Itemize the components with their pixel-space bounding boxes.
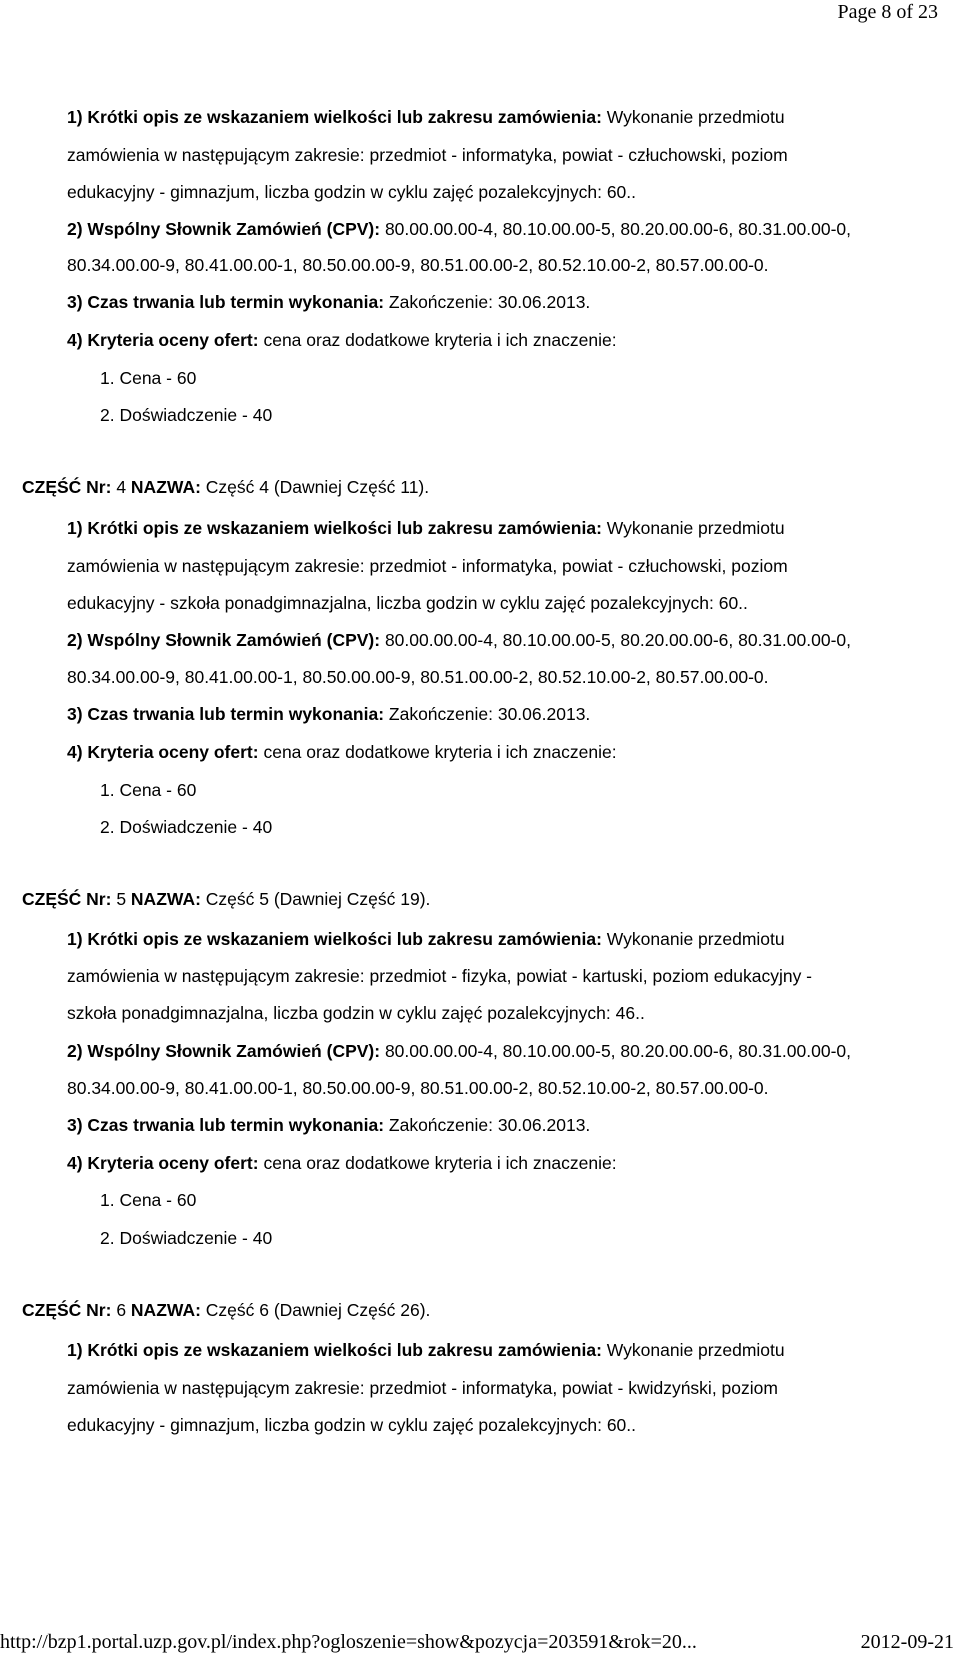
criteria-item: 2. Doświadczenie - 40 bbox=[100, 405, 273, 425]
description-line: edukacyjny - szkoła ponadgimnazjalna, liczba godzin w cyklu zajęć pozalekcyjnych: 60.. bbox=[67, 593, 748, 613]
cpv-line: 2) Wspólny Słownik Zamówień (CPV): 80.00.00.00-4, 80.10.00.00-5, 80.20.00.00-6, 80.31.00.00-0, bbox=[67, 630, 852, 650]
criteria-label: 4) Kryteria oceny ofert: bbox=[67, 742, 259, 762]
time-label: 3) Czas trwania lub termin wykonania: bbox=[67, 704, 385, 724]
criteria-item: 1. Cena - 60 bbox=[100, 1190, 197, 1210]
part-heading: CZĘŚĆ Nr: 5 NAZWA: Część 5 (Dawniej Część 19). bbox=[22, 889, 431, 909]
time-line: 3) Czas trwania lub termin wykonania: Zakończenie: 30.06.2013. bbox=[67, 704, 591, 724]
cpv-label: 2) Wspólny Słownik Zamówień (CPV): bbox=[67, 219, 381, 239]
page-footer bbox=[0, 1630, 960, 1654]
footer-url-link[interactable]: http://bzp1.portal.uzp.gov.pl/index.php?ogloszenie=show&pozycja=203591&rok=20... bbox=[0, 1631, 697, 1653]
criteria-item: 2. Doświadczenie - 40 bbox=[100, 1228, 273, 1248]
part-heading: CZĘŚĆ Nr: 4 NAZWA: Część 4 (Dawniej Część 11). bbox=[22, 477, 430, 497]
criteria-label: 4) Kryteria oceny ofert: bbox=[67, 330, 259, 350]
cpv-line: 80.34.00.00-9, 80.41.00.00-1, 80.50.00.00-9, 80.51.00.00-2, 80.52.10.00-2, 80.57.00.00-0. bbox=[67, 1078, 769, 1098]
cpv-label: 2) Wspólny Słownik Zamówień (CPV): bbox=[67, 630, 381, 650]
cpv-line: 80.34.00.00-9, 80.41.00.00-1, 80.50.00.00-9, 80.51.00.00-2, 80.52.10.00-2, 80.57.00.00-0. bbox=[67, 255, 769, 275]
cpv-line: 2) Wspólny Słownik Zamówień (CPV): 80.00.00.00-4, 80.10.00.00-5, 80.20.00.00-6, 80.31.00.00-0, bbox=[67, 219, 852, 239]
criteria-label: 4) Kryteria oceny ofert: bbox=[67, 1153, 259, 1173]
time-line: 3) Czas trwania lub termin wykonania: Zakończenie: 30.06.2013. bbox=[67, 292, 591, 312]
description-label: 1) Krótki opis ze wskazaniem wielkości lub zakresu zamówienia: bbox=[67, 1340, 602, 1360]
criteria-line: 4) Kryteria oceny ofert: cena oraz dodatkowe kryteria i ich znaczenie: bbox=[67, 330, 617, 350]
footer-date: 2012-09-21 bbox=[860, 1631, 954, 1653]
description-line: 1) Krótki opis ze wskazaniem wielkości lub zakresu zamówienia: Wykonanie przedmiotu bbox=[67, 107, 785, 127]
criteria-line: 4) Kryteria oceny ofert: cena oraz dodatkowe kryteria i ich znaczenie: bbox=[67, 1153, 617, 1173]
description-line: szkoła ponadgimnazjalna, liczba godzin w cyklu zajęć pozalekcyjnych: 46.. bbox=[67, 1003, 645, 1023]
description-line: zamówienia w następującym zakresie: przedmiot - informatyka, powiat - człuchowski, poziom bbox=[67, 556, 788, 576]
description-line: edukacyjny - gimnazjum, liczba godzin w cyklu zajęć pozalekcyjnych: 60.. bbox=[67, 182, 637, 202]
criteria-item: 1. Cena - 60 bbox=[100, 368, 197, 388]
description-line: zamówienia w następującym zakresie: przedmiot - informatyka, powiat - człuchowski, poziom bbox=[67, 145, 788, 165]
cpv-line: 80.34.00.00-9, 80.41.00.00-1, 80.50.00.00-9, 80.51.00.00-2, 80.52.10.00-2, 80.57.00.00-0. bbox=[67, 667, 769, 687]
cpv-label: 2) Wspólny Słownik Zamówień (CPV): bbox=[67, 1041, 381, 1061]
description-line: 1) Krótki opis ze wskazaniem wielkości lub zakresu zamówienia: Wykonanie przedmiotu bbox=[67, 518, 785, 538]
description-label: 1) Krótki opis ze wskazaniem wielkości lub zakresu zamówienia: bbox=[67, 107, 602, 127]
description-label: 1) Krótki opis ze wskazaniem wielkości lub zakresu zamówienia: bbox=[67, 929, 602, 949]
criteria-line: 4) Kryteria oceny ofert: cena oraz dodatkowe kryteria i ich znaczenie: bbox=[67, 742, 617, 762]
time-line: 3) Czas trwania lub termin wykonania: Zakończenie: 30.06.2013. bbox=[67, 1115, 591, 1135]
page-number: Page 8 of 23 bbox=[837, 1, 938, 23]
description-line: 1) Krótki opis ze wskazaniem wielkości lub zakresu zamówienia: Wykonanie przedmiotu bbox=[67, 929, 785, 949]
part-heading: CZĘŚĆ Nr: 6 NAZWA: Część 6 (Dawniej Część 26). bbox=[22, 1300, 431, 1320]
description-line: zamówienia w następującym zakresie: przedmiot - fizyka, powiat - kartuski, poziom edukacyjny - bbox=[67, 966, 813, 986]
description-line: 1) Krótki opis ze wskazaniem wielkości lub zakresu zamówienia: Wykonanie przedmiotu bbox=[67, 1340, 785, 1360]
cpv-line: 2) Wspólny Słownik Zamówień (CPV): 80.00.00.00-4, 80.10.00.00-5, 80.20.00.00-6, 80.31.00.00-0, bbox=[67, 1041, 852, 1061]
criteria-item: 1. Cena - 60 bbox=[100, 780, 197, 800]
time-label: 3) Czas trwania lub termin wykonania: bbox=[67, 292, 385, 312]
description-label: 1) Krótki opis ze wskazaniem wielkości lub zakresu zamówienia: bbox=[67, 518, 602, 538]
time-label: 3) Czas trwania lub termin wykonania: bbox=[67, 1115, 385, 1135]
description-line: edukacyjny - gimnazjum, liczba godzin w cyklu zajęć pozalekcyjnych: 60.. bbox=[67, 1415, 637, 1435]
criteria-item: 2. Doświadczenie - 40 bbox=[100, 817, 273, 837]
description-line: zamówienia w następującym zakresie: przedmiot - informatyka, powiat - kwidzyński, poziom bbox=[67, 1378, 778, 1398]
